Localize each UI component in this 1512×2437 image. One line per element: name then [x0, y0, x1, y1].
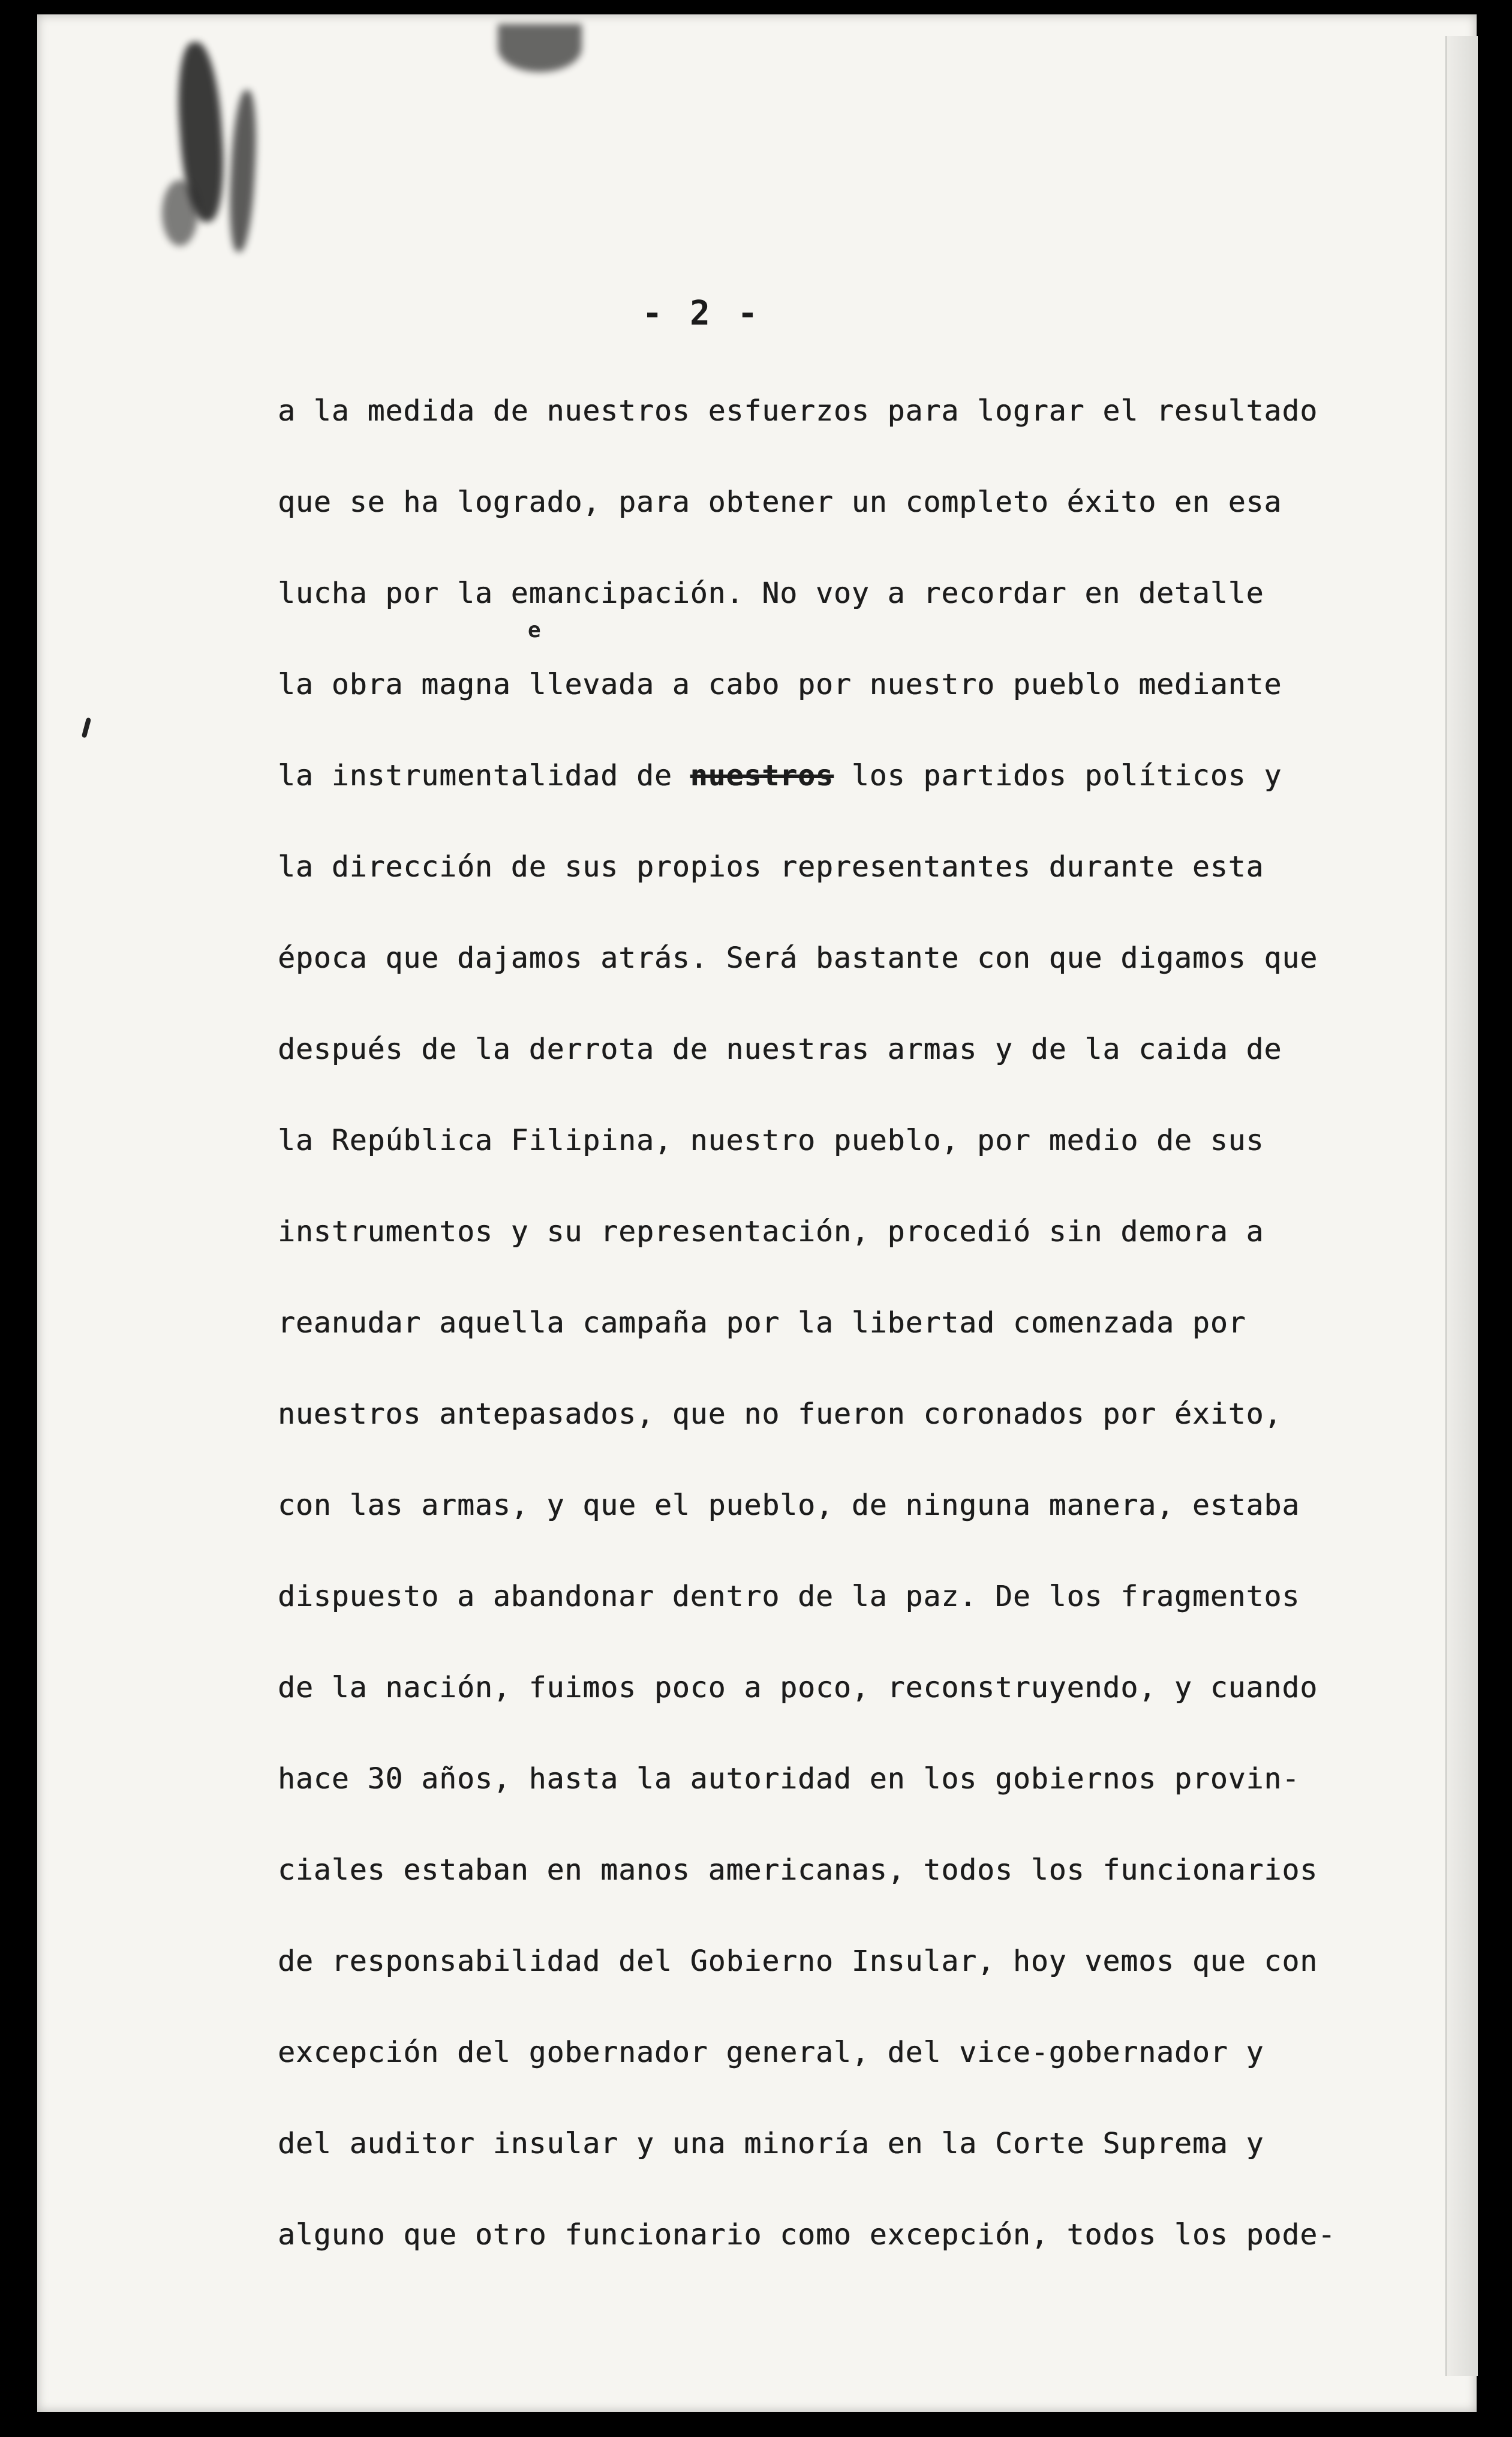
body-text [278, 387, 1417, 2302]
struck-word: nuestros [690, 759, 834, 793]
text-line: del auditor insular y una minoría en la Corte Suprema y [278, 2127, 1264, 2160]
text-line: después de la derrota de nuestras armas y de la caida de [278, 1033, 1282, 1066]
ink-smudge [498, 24, 582, 72]
page-edge [1445, 36, 1478, 2376]
text-line: la dirección de sus propios representantes durante esta [278, 850, 1264, 884]
text-line: con las armas, y que el pueblo, de ninguna manera, estaba [278, 1488, 1300, 1522]
text-line: dispuesto a abandonar dentro de la paz. De los fragmentos [278, 1580, 1300, 1613]
text-line: de la nación, fuimos poco a poco, reconstruyendo, y cuando [278, 1671, 1318, 1704]
text-line: reanudar aquella campaña por la libertad comenzada por [278, 1306, 1246, 1340]
text-line [278, 752, 1417, 843]
text-line: lucha por la emancipación. No voy a recordar en detalle [278, 577, 1264, 610]
text-line: excepción del gobernador general, del vice-gobernador y [278, 2036, 1264, 2069]
text-line: época que dajamos atrás. Será bastante con que digamos que [278, 941, 1318, 975]
text-line: alguno que otro funcionario como excepción, todos los pode- [278, 2218, 1336, 2252]
insertion-mark: e [528, 618, 541, 643]
text-line: la República Filipina, nuestro pueblo, por medio de sus [278, 1124, 1264, 1157]
text-line: de responsabilidad del Gobierno Insular, hoy vemos que con [278, 1944, 1318, 1978]
line-text: los partidos políticos y [833, 759, 1282, 793]
ink-smudge [162, 180, 198, 246]
text-line: ciales estaban en manos americanas, todos los funcionarios [278, 1853, 1318, 1887]
text-line: hace 30 años, hasta la autoridad en los gobiernos provin- [278, 1762, 1300, 1796]
text-line: nuestros antepasados, que no fueron coronados por éxito, [278, 1397, 1282, 1431]
text-line: la obra magna llevada a cabo por nuestro pueblo mediante [278, 668, 1282, 701]
text-line: que se ha logrado, para obtener un completo éxito en esa [278, 485, 1282, 519]
text-line: a la medida de nuestros esfuerzos para lograr el resultado [278, 394, 1318, 428]
page-number: - 2 - [642, 294, 762, 333]
line-text: la instrumentalidad de [278, 759, 690, 793]
text-line: instrumentos y su representación, procedió sin demora a [278, 1215, 1264, 1248]
